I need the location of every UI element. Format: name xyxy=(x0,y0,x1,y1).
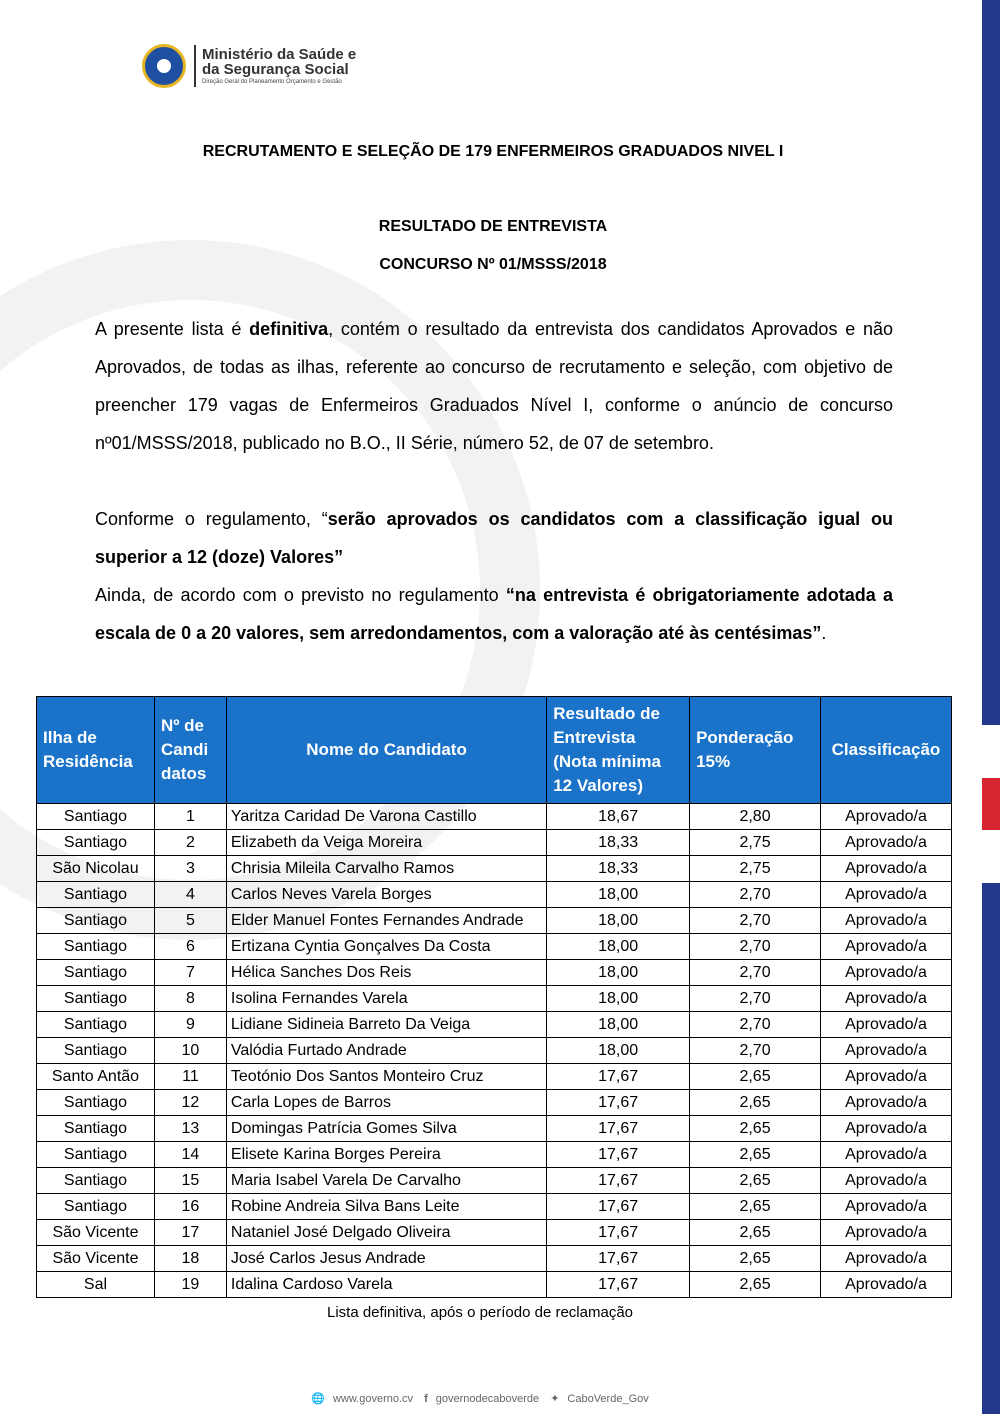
cell-nome: Carla Lopes de Barros xyxy=(226,1090,546,1116)
results-table xyxy=(36,696,952,1298)
cell-num: 15 xyxy=(154,1168,226,1194)
cell-ilha: Santiago xyxy=(37,934,155,960)
cell-ponderacao: 2,75 xyxy=(690,830,821,856)
cell-ilha: Santiago xyxy=(37,960,155,986)
cell-ilha: Santiago xyxy=(37,1116,155,1142)
table-row xyxy=(37,1116,952,1142)
intro-text-a: A presente lista é xyxy=(95,319,250,339)
cell-resultado: 17,67 xyxy=(547,1090,690,1116)
scale-text-a: Ainda, de acordo com o previsto no regulamento xyxy=(95,585,506,605)
cell-ponderacao: 2,65 xyxy=(690,1064,821,1090)
cell-ilha: São Nicolau xyxy=(37,856,155,882)
scale-text-c: . xyxy=(821,623,827,643)
cell-ilha: Santiago xyxy=(37,804,155,830)
document-subtitle-contest: CONCURSO Nº 01/MSSS/2018 xyxy=(379,256,607,273)
cell-ponderacao: 2,75 xyxy=(690,856,821,882)
cell-nome: Elizabeth da Veiga Moreira xyxy=(226,830,546,856)
cell-ponderacao: 2,65 xyxy=(690,1246,821,1272)
cell-nome: Isolina Fernandes Varela xyxy=(226,986,546,1012)
cell-ponderacao: 2,70 xyxy=(690,1038,821,1064)
cell-num: 1 xyxy=(154,804,226,830)
facebook-link[interactable]: governodecaboverde xyxy=(435,1393,540,1405)
facebook-icon: f xyxy=(424,1393,428,1405)
table-row xyxy=(37,1064,952,1090)
footer-note: Lista definitiva, após o período de reclamação xyxy=(326,1304,634,1321)
cell-classificacao: Aprovado/a xyxy=(820,856,951,882)
header-resultado: Resultado de Entrevista (Nota mínima 12 Valores) xyxy=(547,697,690,804)
cell-classificacao: Aprovado/a xyxy=(820,908,951,934)
cell-nome: Robine Andreia Silva Bans Leite xyxy=(226,1194,546,1220)
cell-num: 12 xyxy=(154,1090,226,1116)
cell-nome: Teotónio Dos Santos Monteiro Cruz xyxy=(226,1064,546,1090)
cell-resultado: 18,33 xyxy=(547,856,690,882)
cell-classificacao: Aprovado/a xyxy=(820,986,951,1012)
cell-nome: José Carlos Jesus Andrade xyxy=(226,1246,546,1272)
table-row xyxy=(37,1038,952,1064)
cell-classificacao: Aprovado/a xyxy=(820,882,951,908)
cell-ponderacao: 2,65 xyxy=(690,1116,821,1142)
footer-links xyxy=(0,1392,960,1405)
cell-nome: Ertizana Cyntia Gonçalves Da Costa xyxy=(226,934,546,960)
cell-classificacao: Aprovado/a xyxy=(820,1220,951,1246)
cell-nome: Chrisia Mileila Carvalho Ramos xyxy=(226,856,546,882)
cell-num: 7 xyxy=(154,960,226,986)
cell-resultado: 18,33 xyxy=(547,830,690,856)
cell-num: 14 xyxy=(154,1142,226,1168)
cell-resultado: 17,67 xyxy=(547,1116,690,1142)
header-ilha: Ilha de Residência xyxy=(37,697,155,804)
cell-ilha: Sal xyxy=(37,1272,155,1298)
cell-nome: Yaritza Caridad De Varona Castillo xyxy=(226,804,546,830)
table-row xyxy=(37,882,952,908)
cell-num: 9 xyxy=(154,1012,226,1038)
cell-resultado: 17,67 xyxy=(547,1168,690,1194)
cell-resultado: 18,00 xyxy=(547,882,690,908)
cell-nome: Carlos Neves Varela Borges xyxy=(226,882,546,908)
cell-ponderacao: 2,70 xyxy=(690,882,821,908)
ministry-line1: Ministério da Saúde e xyxy=(202,46,357,63)
table-row xyxy=(37,986,952,1012)
cell-nome: Maria Isabel Varela De Carvalho xyxy=(226,1168,546,1194)
cell-ponderacao: 2,65 xyxy=(690,1090,821,1116)
cell-classificacao: Aprovado/a xyxy=(820,1142,951,1168)
table-row xyxy=(37,1194,952,1220)
regulation-text-bold: serão aprovados os candidatos com a classificação igual ou superior a 12 (doze) Valores” xyxy=(95,509,893,567)
table-row xyxy=(37,1012,952,1038)
cell-ilha: São Vicente xyxy=(37,1246,155,1272)
cell-resultado: 17,67 xyxy=(547,1220,690,1246)
cell-nome: Idalina Cardoso Varela xyxy=(226,1272,546,1298)
cell-resultado: 18,67 xyxy=(547,804,690,830)
cell-num: 13 xyxy=(154,1116,226,1142)
cell-ponderacao: 2,65 xyxy=(690,1220,821,1246)
header-num: Nº de Candi datos xyxy=(154,697,226,804)
cell-num: 4 xyxy=(154,882,226,908)
cell-resultado: 18,00 xyxy=(547,934,690,960)
cell-num: 3 xyxy=(154,856,226,882)
cell-resultado: 18,00 xyxy=(547,908,690,934)
cell-ilha: Santiago xyxy=(37,1142,155,1168)
cell-nome: Domingas Patrícia Gomes Silva xyxy=(226,1116,546,1142)
cell-ponderacao: 2,70 xyxy=(690,934,821,960)
coat-of-arms-seal-icon xyxy=(142,44,186,88)
cell-ponderacao: 2,65 xyxy=(690,1272,821,1298)
cell-ilha: Santiago xyxy=(37,1012,155,1038)
cell-classificacao: Aprovado/a xyxy=(820,1116,951,1142)
header-nome: Nome do Candidato xyxy=(226,697,546,804)
cell-classificacao: Aprovado/a xyxy=(820,804,951,830)
cell-ponderacao: 2,65 xyxy=(690,1142,821,1168)
table-row xyxy=(37,1246,952,1272)
ministry-name xyxy=(202,47,356,85)
cell-classificacao: Aprovado/a xyxy=(820,1038,951,1064)
side-stripe-blue-top xyxy=(982,0,1000,725)
cell-classificacao: Aprovado/a xyxy=(820,1168,951,1194)
cell-resultado: 17,67 xyxy=(547,1272,690,1298)
cell-ponderacao: 2,65 xyxy=(690,1168,821,1194)
scale-text-bold: “na entrevista é obrigatoriamente adotada a escala de 0 a 20 valores, sem arredondamentos, com a valoração até às centésimas” xyxy=(95,585,893,643)
cell-ilha: Santiago xyxy=(37,986,155,1012)
ministry-logo xyxy=(142,44,356,88)
regulation-paragraph xyxy=(95,500,893,576)
cell-num: 17 xyxy=(154,1220,226,1246)
cell-resultado: 17,67 xyxy=(547,1142,690,1168)
cell-ponderacao: 2,70 xyxy=(690,986,821,1012)
intro-paragraph xyxy=(95,310,893,462)
cell-ilha: Santiago xyxy=(37,1168,155,1194)
logo-divider xyxy=(194,45,196,87)
cell-classificacao: Aprovado/a xyxy=(820,830,951,856)
intro-text-bold: definitiva xyxy=(249,319,329,339)
cell-ponderacao: 2,70 xyxy=(690,960,821,986)
table-row xyxy=(37,804,952,830)
cell-ponderacao: 2,65 xyxy=(690,1194,821,1220)
cell-nome: Elisete Karina Borges Pereira xyxy=(226,1142,546,1168)
cell-num: 10 xyxy=(154,1038,226,1064)
cell-ilha: Santiago xyxy=(37,908,155,934)
cell-num: 6 xyxy=(154,934,226,960)
document-subtitle-result: RESULTADO DE ENTREVISTA xyxy=(378,218,608,235)
cell-resultado: 18,00 xyxy=(547,960,690,986)
header-ponderacao: Ponderação 15% xyxy=(690,697,821,804)
cell-ilha: Santo Antão xyxy=(37,1064,155,1090)
table-row xyxy=(37,908,952,934)
cell-ilha: Santiago xyxy=(37,830,155,856)
cell-ilha: São Vicente xyxy=(37,1220,155,1246)
cell-resultado: 17,67 xyxy=(547,1194,690,1220)
table-row xyxy=(37,1272,952,1298)
table-row xyxy=(37,856,952,882)
cell-resultado: 17,67 xyxy=(547,1246,690,1272)
header-classificacao: Classificação xyxy=(820,697,951,804)
cell-classificacao: Aprovado/a xyxy=(820,1272,951,1298)
cell-classificacao: Aprovado/a xyxy=(820,1064,951,1090)
scale-paragraph xyxy=(95,576,893,652)
cell-nome: Lidiane Sidineia Barreto Da Veiga xyxy=(226,1012,546,1038)
cell-ilha: Santiago xyxy=(37,882,155,908)
cell-nome: Valódia Furtado Andrade xyxy=(226,1038,546,1064)
website-link[interactable]: www.governo.cv xyxy=(332,1393,414,1405)
twitter-bird-icon: ✦ xyxy=(550,1393,560,1405)
table-row xyxy=(37,1168,952,1194)
table-row xyxy=(37,934,952,960)
regulation-text-a: Conforme o regulamento, “ xyxy=(95,509,328,529)
cell-classificacao: Aprovado/a xyxy=(820,934,951,960)
cell-classificacao: Aprovado/a xyxy=(820,960,951,986)
cell-num: 19 xyxy=(154,1272,226,1298)
cell-classificacao: Aprovado/a xyxy=(820,1012,951,1038)
side-stripe-blue-bottom xyxy=(982,883,1000,1414)
document-title: RECRUTAMENTO E SELEÇÃO DE 179 ENFERMEIROS GRADUADOS NIVEL I xyxy=(202,143,784,160)
cell-resultado: 17,67 xyxy=(547,1064,690,1090)
ministry-subtitle: Direção Geral do Planeamento Orçamento e Gestão xyxy=(202,79,342,85)
cell-resultado: 18,00 xyxy=(547,1038,690,1064)
cell-ponderacao: 2,70 xyxy=(690,908,821,934)
cell-ilha: Santiago xyxy=(37,1194,155,1220)
cell-ponderacao: 2,80 xyxy=(690,804,821,830)
table-row xyxy=(37,960,952,986)
cell-num: 11 xyxy=(154,1064,226,1090)
cell-nome: Hélica Sanches Dos Reis xyxy=(226,960,546,986)
side-stripe-red xyxy=(982,778,1000,830)
cell-ilha: Santiago xyxy=(37,1038,155,1064)
table-row xyxy=(37,1090,952,1116)
twitter-link[interactable]: CaboVerde_Gov xyxy=(567,1393,649,1405)
cell-num: 5 xyxy=(154,908,226,934)
intro-text-c: , contém o resultado da entrevista dos candidatos Aprovados e não Aprovados, de todas as ilhas, referente ao concurso de recrutamento e seleção, com objetivo de preencher 179 vagas de Enfermeiros Graduados Nível I, conforme o anúncio de concurso nº01/MSSS/2018, publicado no B.O., II Série, número 52, de 07 de setembro. xyxy=(95,319,893,453)
cell-resultado: 18,00 xyxy=(547,1012,690,1038)
cell-ilha: Santiago xyxy=(37,1090,155,1116)
cell-classificacao: Aprovado/a xyxy=(820,1090,951,1116)
cell-nome: Nataniel José Delgado Oliveira xyxy=(226,1220,546,1246)
globe-icon: 🌐 xyxy=(311,1393,325,1405)
cell-classificacao: Aprovado/a xyxy=(820,1194,951,1220)
cell-resultado: 18,00 xyxy=(547,986,690,1012)
cell-nome: Elder Manuel Fontes Fernandes Andrade xyxy=(226,908,546,934)
cell-num: 18 xyxy=(154,1246,226,1272)
cell-num: 16 xyxy=(154,1194,226,1220)
table-row xyxy=(37,1220,952,1246)
table-row xyxy=(37,830,952,856)
table-row xyxy=(37,1142,952,1168)
ministry-line2: da Segurança Social xyxy=(202,61,349,78)
table-header-row xyxy=(37,697,952,804)
cell-ponderacao: 2,70 xyxy=(690,1012,821,1038)
cell-classificacao: Aprovado/a xyxy=(820,1246,951,1272)
cell-num: 2 xyxy=(154,830,226,856)
cell-num: 8 xyxy=(154,986,226,1012)
